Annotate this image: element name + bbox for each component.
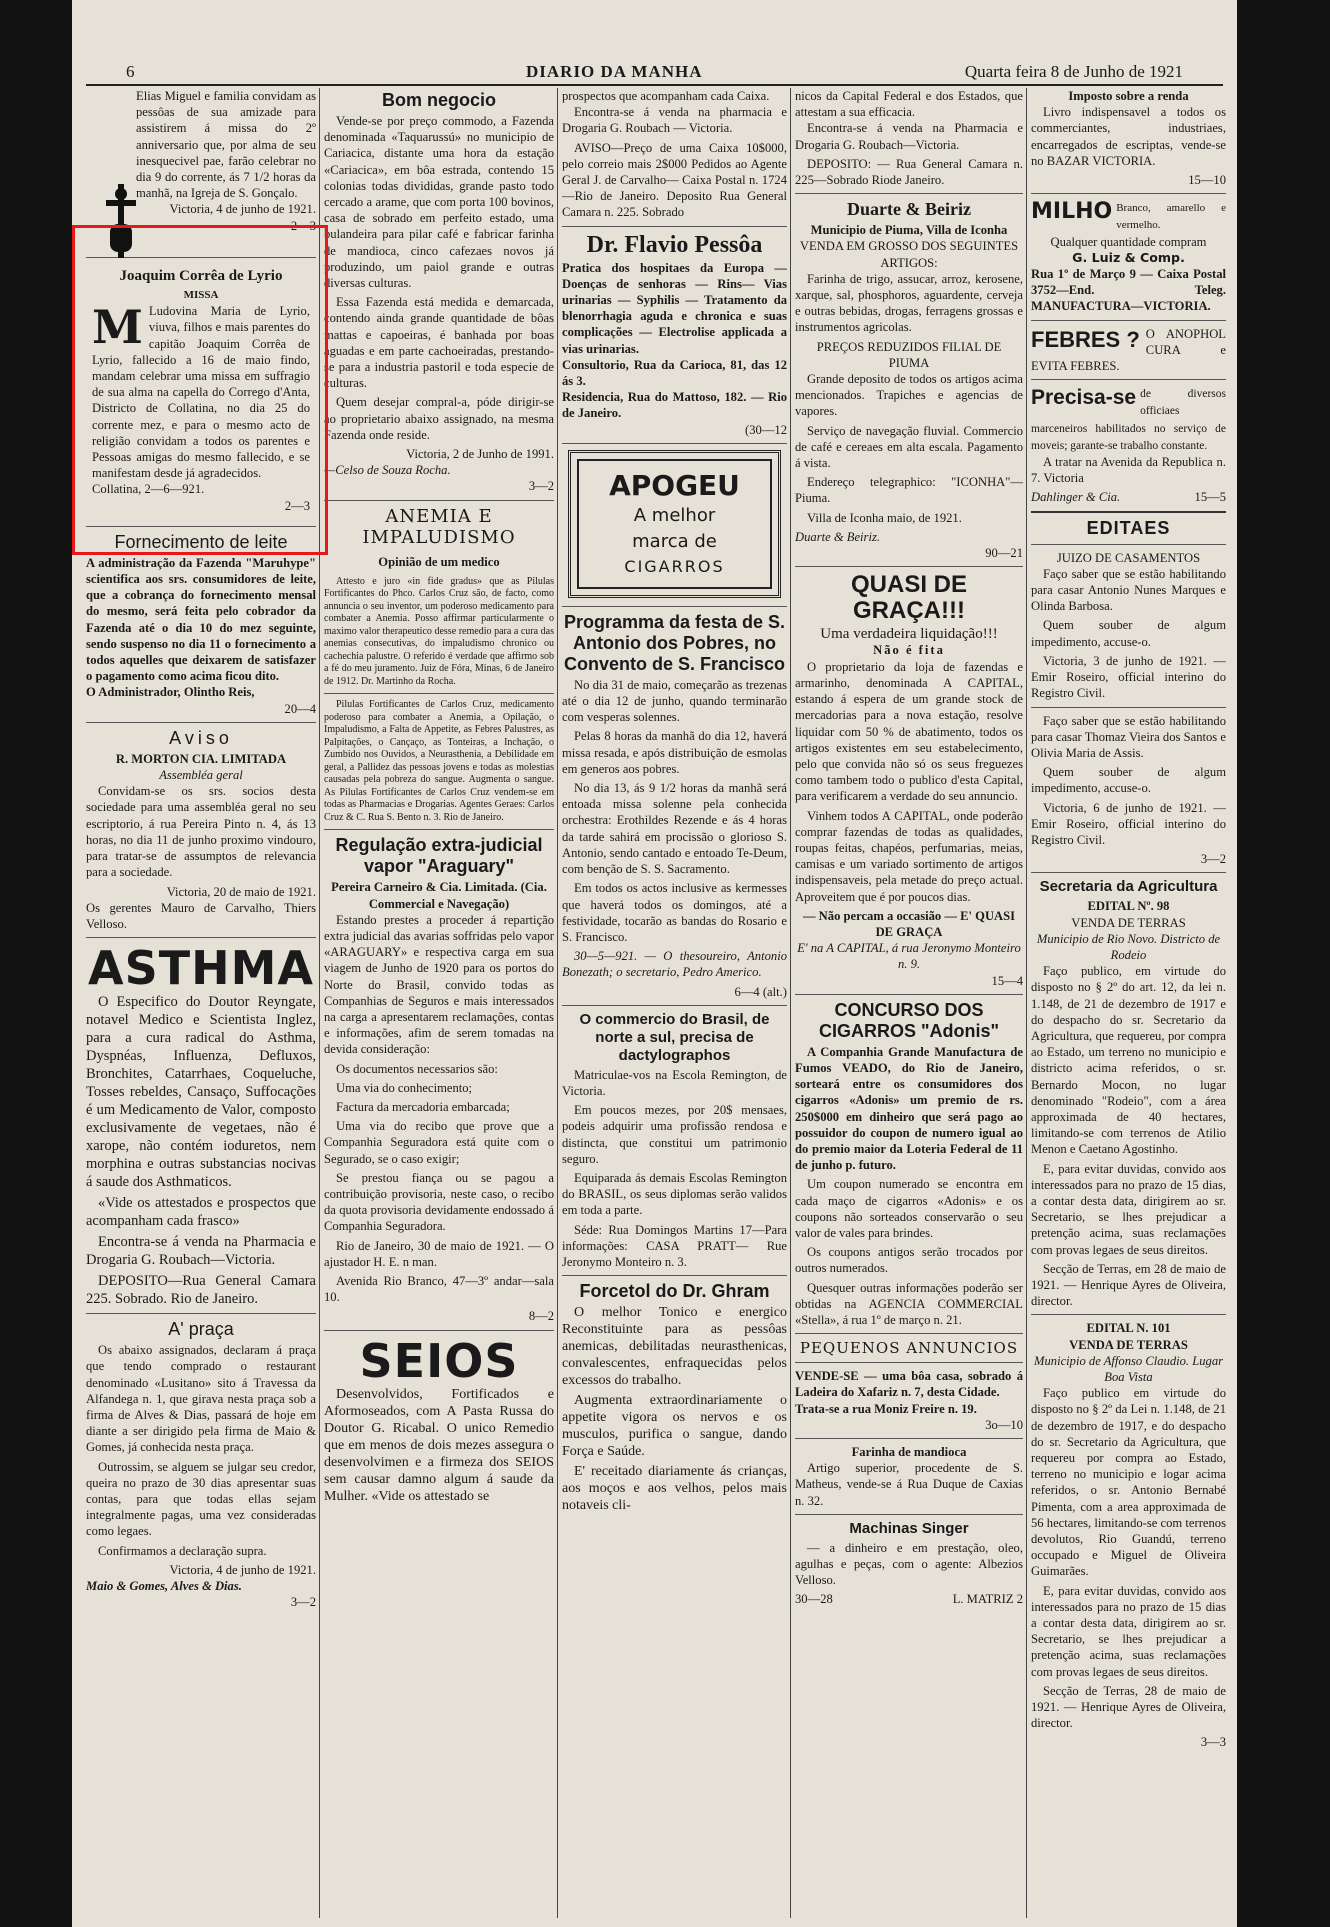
- notice-araguary: [324, 835, 554, 1324]
- ad-imposto: [1031, 88, 1226, 188]
- notice-title: Programma da festa de S. Antonio dos Pobres, no Convento de S. Francisco: [563, 611, 786, 674]
- ad-text: Grande deposito de todos os artigos acima mencionados. Trapiches e agencias de vapores.: [795, 372, 1023, 419]
- divider: [86, 722, 316, 723]
- column-rule: [790, 88, 791, 1918]
- divider: [1031, 872, 1226, 873]
- ad-text: E' na A CAPITAL, á rua Jeronymo Monteiro n. 9.: [797, 941, 1021, 972]
- edital-number: EDITAL Nº. 98: [1087, 899, 1170, 914]
- notice-text: Os abaixo assignados, declaram á praça que tendo comprado o restaurant denominado «Lusitano» sito á Travessa da Alfandega n. 1, que girava nesta praça sob a firma de Alves & Dias, passará de hoje em diante a ser dirigido pela firma de Maio & Gomes, já conhecida nesta praça.: [86, 1343, 316, 1455]
- notice-date: Rio de Janeiro, 30 de maio de 1921. — O ajustador H. E. n man.: [324, 1238, 554, 1269]
- notice-text: Faço saber que se estão habilitando para casar Thomaz Vieira dos Santos e Olivia Maria de Assis.: [1031, 713, 1226, 760]
- ad-number: 15—10: [1188, 173, 1226, 188]
- ad-forcetol: [562, 1281, 787, 1514]
- notice-subtitle: Assembléa geral: [159, 768, 243, 783]
- notice-place: Municipio de Affonso Claudio. Lugar Boa Vista: [1033, 1353, 1224, 1385]
- ad-text: Endereço telegraphico: "ICONHA"—Piuma.: [795, 475, 1023, 506]
- ad-text: A tratar na Avenida da Republica n. 7. Victoria: [1031, 455, 1226, 486]
- divider: [324, 829, 554, 830]
- ad-text: Pilulas Fortificantes de Carlos Cruz, medicamento poderoso para combater a Anemia, a Opilação, o Impaludismo, a Falta de Appetite, as Febres Palustres, as Palpitações, o Cançaço, as Tonteiras, a Inchação, o Zumbido nos Ouvidos, a Neurasthenia, a Debilidade em geral, a Pallidez das pessoas jovens e todas as molestias causadas pela pobreza do sangue. Augmenta o sangue. As Pilulas Fortificantes de Carlos Cruz vendem-se em todas as Pharmacias e Drogarias. Agentes Geraes: Carlos Cruz & C. Rua S. Bento n. 3. Rio de Janeiro.: [324, 699, 554, 823]
- divider: [1031, 1314, 1226, 1315]
- ad-text: A Companhia Grande Manufactura de Fumos VEADO, do Rio de Janeiro, sorteará entre os consumidores dos cigarros «Adonis» um premio de rs. 250$000 em dinheiro que será pago ao possuidor do coupon de numero igual ao do premio maior da Loteria Federal de 11 de junho p. futuro.: [795, 1044, 1023, 1173]
- ad-remington: [562, 1011, 787, 1270]
- edital-number: EDITAL N. 101: [1086, 1321, 1171, 1336]
- divider: [795, 1438, 1023, 1439]
- section-title: EDITAES: [1086, 517, 1171, 538]
- divider: [795, 1362, 1023, 1363]
- ad-date: Victoria, 2 de Junho de 1991.: [406, 447, 554, 462]
- notice-signature: O Administrador, Olintho Reis,: [86, 685, 255, 700]
- ad-text: Augmenta extraordinariamente o appetite vigora os nervos e os musculos, purifica o sangue, dando Força e Saúde.: [562, 1393, 787, 1460]
- notice-text: Avenida Rio Branco, 47—3º andar—sala 10.: [324, 1274, 554, 1305]
- notice-title: Aviso: [169, 727, 233, 748]
- ad-febres: [1031, 326, 1226, 375]
- notice-text: Confirmamos a declaração supra.: [98, 1543, 267, 1558]
- section-editaes: [1031, 518, 1226, 1751]
- ad-title: MILHO: [1031, 199, 1113, 225]
- ad-text: Em poucos mezes, por 20$ mensaes, podeis adquirir uma profissão rendosa e distincta, que constitui um patrimonio seguro.: [562, 1103, 787, 1166]
- ad-text: Essa Fazenda está medida e demarcada, contendo ainda grande quantidade de bôas mattas e capoeiras, é banhada por boas aguadas e em parte cachoeiradas, prestando-se para a industria pastoril e toda especie de culturas.: [324, 295, 554, 391]
- notice-text: Se prestou fiança ou se pagou a contribuição provisoria, neste caso, o recibo da quota provisoria devidamente endossado á Companhia Seguradora.: [324, 1170, 554, 1234]
- column-3: [562, 88, 787, 1918]
- notice-text: Factura da mercadoria embarcada;: [336, 1100, 510, 1115]
- notice-date: 30—5—921. — O thesoureiro, Antonio Bonezath; o secretario, Pedro Americo.: [562, 949, 787, 980]
- notice-text: E, para evitar duvidas, convido aos interessados para no prazo de 15 dias, a contar desta data, dirigirem ao sr. Secretario, se lhes prejudicar a pretenção acima, suas reclamações com provas legaes de seus direitos.: [1031, 1161, 1226, 1257]
- notice-text: Faço publico, em virtude do disposto no § 2º do art. 12, da lei n. 1.148, de 21 de dezembro de 1917 e do despacho do sr. Secretario da Agricultura, que requereu, por compra ao Estado, um terreno no municipio e districto acima referidos, o sr. Bernardo Mocon, no lugar denominado "Rodeio", com a área approximada de 40 hectares, limitando-se com terrenos de Atilio Menon e Caetano Agostinho.: [1031, 964, 1226, 1157]
- ad-number: (30—12: [745, 422, 787, 437]
- ad-continued: [795, 88, 1023, 188]
- ad-flavio-pessoa: [562, 232, 787, 438]
- ad-text: prospectos que acompanham cada Caixa.: [562, 89, 770, 103]
- ad-number: 15—4: [991, 973, 1023, 988]
- notice-text: Uma via do conhecimento;: [336, 1080, 473, 1095]
- classified-text: VENDE-SE — uma bôa casa, sobrado á Ladeira do Xafariz n. 7, desta Cidade.: [795, 1369, 1023, 1400]
- column-5: [1031, 88, 1226, 1918]
- ad-subtitle: Opinião de um medico: [378, 554, 500, 569]
- divider: [1031, 379, 1226, 380]
- notice-praca: [86, 1319, 316, 1610]
- ad-text: Matriculae-vos na Escola Remington, de Victoria.: [562, 1067, 787, 1098]
- ad-title: Imposto sobre a renda: [1068, 89, 1189, 103]
- notice-festa: [562, 612, 787, 1000]
- section-pequenos-annuncios: [795, 1339, 1023, 1607]
- notice-number: 20—4: [284, 701, 316, 716]
- notice-text: Uma via do recibo que prove que a Companhia Seguradora está quite com o Segurado, se o caso exigir;: [324, 1119, 554, 1166]
- ad-precisa-se: [1031, 385, 1226, 505]
- notice-number: 2—3: [284, 498, 310, 513]
- divider: [1031, 707, 1226, 708]
- ad-text: O Especifico do Doutor Reyngate, notavel Medico e Scientista Inglez, para a cura radical do Asthma, Dyspnéas, Influenza, Defluxos, Bronchites, Catarrhaes, Coqueluche, Tosses rebeldes, Cansaço, Suffocações é um Medicamento de Valor, composto exclusivamente de vegetaes, não é xarope, não contém ioduretos, nem morphina e outras substancias nocivas á saude dos Asthmaticos.: [86, 994, 316, 1191]
- notice-text: Estando prestes a proceder á repartição extra judicial das avarias soffridas pelo vapor «ARAGUARY» e respectiva carga em sua viagem de Junho de 1920 para os portos do Norte do Brasil, convido todas as Companhias de Seguros e mais interessados na carga a apresentarem reclamações, contas e informações, afim de serem tomadas na devida consideração:: [324, 912, 554, 1057]
- ad-text: Desenvolvidos, Fortificados e Aformoseados, com A Pasta Russa do Doutor G. Ricabal. O unico Remedio que em menos de dois mezes assegura o desenvolvimen e a firmeza dos SEIOS sem causar damno algum á saude da Mulher. «Vide os attestado se: [324, 1386, 554, 1504]
- ad-title: QUASI DE GRAÇA!!!: [850, 571, 967, 625]
- ad-apogeu: [568, 450, 781, 598]
- divider: [795, 1333, 1023, 1334]
- ad-text: «Vide os attestados e prospectos que acompanham cada frasco»: [86, 1195, 316, 1230]
- notice-title: Secretaria da Agricultura: [1039, 878, 1218, 896]
- ad-text: Qualquer quantidade compram: [1050, 234, 1207, 249]
- ad-title: Forcetol do Dr. Ghram: [579, 1281, 770, 1302]
- paper-name: DIARIO DA MANHA: [526, 62, 703, 81]
- divider: [324, 1330, 554, 1331]
- ad-signature: Duarte & Beiriz.: [795, 529, 881, 544]
- ad-text: Rua 1º de Março 9 — Caixa Postal 3752—End. Teleg. MANUFACTURA—VICTORIA.: [1031, 267, 1226, 314]
- ad-asthma: [86, 943, 316, 1308]
- column-rule: [557, 88, 558, 1918]
- notice-date: Collatina, 2—6—921.: [92, 482, 205, 497]
- column-4: [795, 88, 1023, 1918]
- ad-duarte-beiriz: [795, 199, 1023, 561]
- notice-text: No dia 13, ás 9 1/2 horas da manhã será entoada missa solenne pela conhecida orchestra: Erothildes Rezende e ás 4 horas da tarde sahirá em procissão o glorioso S. Antonio, sendo cantado e entoado Te-Deum, com benção de S. S. Sacramento.: [562, 781, 787, 877]
- ad-text: Farinha de trigo, assucar, arroz, kerosene, xarque, sal, phosphoros, aguardente, cerveja e outras bebidas, drogas, ferragens grossas e instrumentos agricolas.: [795, 271, 1023, 335]
- ad-text: Encontra-se á venda na pharmacia e Drogaria G. Roubach — Victoria.: [562, 105, 787, 136]
- ad-text: Livro indispensavel a todos os commerciantes, industriaes, encarregados de escriptas, vende-se no BAZAR VICTORIA.: [1031, 105, 1226, 168]
- notice-place: Municipio de Rio Novo. Districto de Rodeio: [1036, 931, 1221, 962]
- notice-text: Quem souber de algum impedimento, accuse-o.: [1031, 765, 1226, 796]
- notice-text: Quem souber de algum impedimento, accuse-o.: [1031, 618, 1226, 649]
- notice-date: Secção de Terras, 28 de maio de 1921. — Henrique Ayres de Oliveira, director.: [1031, 1683, 1226, 1731]
- notice-date: Victoria, 3 de junho de 1921. — Emir Roseiro, official interino do Registro Civil.: [1031, 653, 1226, 701]
- divider: [562, 1275, 787, 1276]
- notice-number: 8—2: [528, 1309, 554, 1324]
- ad-title: APOGEU: [609, 468, 740, 502]
- notice-subtitle: VENDA DE TERRAS: [1069, 1337, 1188, 1352]
- ad-text: Quem desejar compral-a, póde dirigir-se ao proprietario abaixo assignado, na mesma Fazenda onde reside.: [324, 395, 554, 442]
- ad-text: Os coupons antigos serão trocados por outros numerados.: [795, 1245, 1023, 1276]
- notice-title: A' praça: [168, 1319, 234, 1340]
- ad-text: A melhor: [633, 504, 716, 526]
- column-rule: [1026, 88, 1027, 1918]
- ad-text: DEPOSITO—Rua General Camara 225. Sobrado. Rio de Janeiro.: [86, 1273, 316, 1308]
- section-title: PEQUENOS ANNUNCIOS: [799, 1339, 1019, 1358]
- ad-text: Vende-se por preço commodo, a Fazenda denominada «Taquarussú» no municipio de Cariacica, distante uma hora da estação «Cariacica», em bôa estrada, contendo 15 colonias todas divididas, grande pasto todo cercado a arame, que com porta 100 bovinos, casa de sobrado em perfeito estado, uma bulandeira para pilar café e fabricar farinha de mandioca, cinco cafezaes novos já produzindo, um paiol grande e outras diversas culturas.: [324, 114, 554, 291]
- ad-number: 3—2: [528, 479, 554, 494]
- notice-subtitle: MISSA: [183, 289, 219, 301]
- ad-text: Vinhem todos A CAPITAL, onde poderão comprar fazendas de todas as qualidades, roupas feitas, chapéos, perfumarias, meias, camisas e um variado sortimento de artigos indispensaveis, pela metade do preço actual. Aproveitem que é por poucos dias.: [795, 808, 1023, 904]
- classified-number: 30—28: [795, 1592, 833, 1607]
- ad-title: Precisa-se: [1031, 386, 1137, 410]
- ad-text: Encontra-se á venda na Pharmacia e Drogaria G. Roubach—Victoria.: [795, 121, 1023, 152]
- notice-date: Secção de Terras, em 28 de maio de 1921. — Henrique Ayres de Oliveira, director.: [1031, 1261, 1226, 1309]
- ad-text: Residencia, Rua do Mattoso, 182. — Rio de Janeiro.: [562, 390, 787, 421]
- notice-text: Em todos os actos inclusive as kermesses que haverá todos os domingos, até a festividade, tocarão as bandas do Rosario e S. Francisco.: [562, 881, 787, 944]
- notice-title: Fornecimento de leite: [114, 531, 288, 552]
- divider: [1031, 511, 1226, 513]
- divider: [324, 500, 554, 501]
- notice-number: 3—2: [290, 1595, 316, 1610]
- ad-title: SEIOS: [359, 1333, 519, 1388]
- notice-text: Ludovina Maria de Lyrio, viuva, filhos e mais parentes do capitão Joaquim Corrêa de Lyrio, fallecido a 16 de maio findo, mandam celebrar uma missa em suffragio de sua alma na capella do Corrego d'Anta, Districto de Collatina, no dia 25 do corrente mez, e para o mesmo acto de religião convidam a todos os parentes e Pessoas amigas do mesmo fallecido, e se manifestam desde já agradecidos.: [92, 304, 310, 481]
- classified-title: Farinha de mandioca: [851, 1445, 967, 1460]
- notice-text: Os documentos necessarios são:: [336, 1061, 498, 1076]
- ad-heading: PREÇOS REDUZIDOS FILIAL DE PIUMA: [816, 339, 1002, 370]
- notice-signature: Os gerentes Mauro de Carvalho, Thiers Velloso.: [86, 900, 316, 931]
- divider: [562, 226, 787, 227]
- notice-date: Victoria, 20 de maio de 1921.: [166, 884, 316, 899]
- divider: [1031, 193, 1226, 194]
- ad-number: 15—5: [1194, 490, 1226, 505]
- page-header: [86, 60, 1223, 86]
- notice-date: Victoria, 6 de junho de 1921. — Emir Roseiro, official interino do Registro Civil.: [1031, 800, 1226, 847]
- notice-text: Convidam-se os srs. socios desta sociedade para uma assembléa geral no seu escriptorio, á rua Pereira Pinto n. 4, ás 13 horas, no dia 11 de junho proximo vindouro, para tratar-se de assumptos de relevancia para a sociedade.: [86, 784, 316, 880]
- ad-text: DEPOSITO: — Rua General Camara n. 225—Sobrado Riode Janeiro.: [795, 156, 1023, 188]
- ad-seios: [324, 1333, 554, 1505]
- classified-number: 3o—10: [985, 1417, 1023, 1432]
- ad-text: nicos da Capital Federal e dos Estados, que attestam a sua efficacia.: [795, 89, 1023, 120]
- ad-title: CONCURSO DOS CIGARROS "Adonis": [818, 999, 1000, 1041]
- ad-text: Séde: Rua Domingos Martins 17—Para informações: CASA PRATT— Rue Jeronymo Monteiro n. 3.: [562, 1222, 787, 1269]
- ad-number: 90—21: [985, 546, 1023, 561]
- highlight-box: [72, 225, 328, 555]
- notice-aviso: [86, 728, 316, 932]
- ad-milho: [1031, 199, 1226, 314]
- notice-date: Victoria, 4 de junho de 1921.: [169, 202, 316, 217]
- notice-text: No dia 31 de maio, começarão as trezenas até o dia 12 de junho, quando terminarão com vesperas solennes.: [562, 677, 787, 725]
- notice-leite: [86, 532, 316, 717]
- classified-address: L. MATRIZ 2: [952, 1592, 1023, 1607]
- divider: [795, 193, 1023, 194]
- ad-subtitle: Não é fita: [873, 643, 945, 658]
- ad-title: Dr. Flavio Pessôa: [586, 231, 763, 258]
- ad-company: G. Luiz & Comp.: [1072, 249, 1185, 265]
- ad-title: ASTHMA: [88, 941, 314, 996]
- ad-text: E' receitado diariamente ás crianças, aos moços e aos velhos, pelos mais notaveis cli-: [562, 1464, 787, 1514]
- ad-text: Attesto e juro «in fide gradus» que as Pilulas Fortificantes do Phco. Carlos Cruz são, de facto, como annuncia o seu inventor, um poderoso medicamento para combater a Anemia. Posso affirmar particularmente o maximo valor therapeutico desse remedio para a cura das anemias consecutivas, do impaludismo chronico ou cachechia palustre. O referido é verdade que affirmo sob a fé do meu juramento. Juiz de Fóra, Minas, 6 de Janeiro de 1912. Dr. Martinho da Rocha.: [324, 575, 554, 687]
- ad-title: O commercio do Brasil, de norte a sul, precisa de dactylographos: [579, 1010, 770, 1064]
- ad-text: de diversos officiaes marceneiros habilitados no serviço de moveis; garante-se trabalho constante.: [1031, 388, 1226, 452]
- divider: [1031, 320, 1226, 321]
- ad-text: CIGARROS: [624, 556, 725, 576]
- notice-text: Outrossim, se alguem se julgar seu credor, queira no prazo de 30 dias apresentar suas contas, para que todas ellas sejam integralmente pagas, uma vez consideradas como legaes.: [86, 1459, 316, 1539]
- notice-text: A administração da Fazenda "Maruhype" scientifica aos srs. consumidores de leite, que a cobrança do fornecimento mensal do mesmo, será feita pelo cobrador da Fazenda até o dia 10 do mez seguinte, sendo suspenso no dia 11 o fornecimento a todos aquelles que deixarem de satisfazer o pagamento como acima ficou dito.: [86, 555, 316, 684]
- column-2: [324, 88, 554, 1918]
- notice-number: 3—3: [1200, 1735, 1226, 1750]
- classified-text: Trata-se a rua Moniz Freire n. 19.: [795, 1401, 977, 1416]
- notice-number: 3—2: [1200, 852, 1226, 867]
- page-number: 6: [126, 62, 135, 81]
- notice-text: Faço publico em virtude do disposto no § 2º da Lei n. 1.148, de 21 de dezembro de 1917, e do despacho do sr. Secretario da Agricultura, que requereu por compra ao Estado, terreno no municipio e logar acima referidos, o sr. Antonio Bernabé Pimenta, com a area approximada de 56 hectares, limitando-se com terrenos devolutos, Rio Guandú, terreno occupado e Miguel de Oliveira Guimarães.: [1031, 1386, 1226, 1579]
- ad-date: Villa de Iconha maio, de 1921.: [807, 510, 962, 525]
- ad-text: — Não percam a occasião — E' QUASI DE GRAÇA: [802, 908, 1016, 939]
- ad-title: Duarte & Beiriz: [847, 199, 971, 220]
- ad-text: Serviço de navegação fluvial. Commercio de café e cereaes em alta escala. Pagamento á vista.: [795, 423, 1023, 471]
- notice-text: Pelas 8 horas da manhã do dia 12, haverá missa resada, e após distribuição de esmolas em generos aos pobres.: [562, 729, 787, 776]
- ad-heading: VENDA EM GROSSO DOS SEGUINTES ARTIGOS:: [799, 239, 1019, 270]
- ad-text: Encontra-se á venda na Pharmacia e Drogaria G. Roubach—Victoria.: [86, 1234, 316, 1269]
- notice-text: Elias Miguel e familia convidam as pessôas de sua amizade para assistirem á missa do 2º anniversario que, por alma de seu inesquecivel pae, farão celebrar no dia 9 do corrente, ás 7 1/2 horas da manhã, na Igreja de S. Gonçalo.: [136, 89, 316, 201]
- divider: [562, 606, 787, 607]
- notice-company: R. MORTON CIA. LIMITADA: [115, 751, 287, 766]
- ad-continued: [562, 88, 787, 221]
- ad-text: Branco, amarello e vermelho.: [1116, 202, 1226, 232]
- classified-title: Machinas Singer: [849, 1519, 969, 1537]
- ad-text: Quesquer outras informações poderão ser obtidas na AGENCIA COMMERCIAL «Stella», á rua 1º de março n. 21.: [795, 1280, 1023, 1327]
- notice-number: 2—3: [290, 218, 316, 233]
- ad-signature: —Celso de Souza Rocha.: [324, 463, 451, 478]
- ad-text: Equiparada ás demais Escolas Remington do BRASIL, os seus diplomas serão validos em toda a parte.: [562, 1170, 787, 1218]
- ad-text: Consultorio, Rua da Carioca, 81, das 12 ás 3.: [562, 357, 787, 389]
- ad-text: Pratica dos hospitaes da Europa — Doenças de senhoras — Rins— Vias urinarias — Syphilis — Tratamento da blenorrhagia aguda e chronica e suas complicações — Electrolise applicada a vias urinarias.: [562, 260, 787, 356]
- ad-text: O melhor Tonico e energico Reconstituinte para as pessôas anemicas, debilitadas neurasthenicas, convalescentes, enfraquecidas pelos excessos do trabalho.: [562, 1305, 787, 1389]
- ad-bom-negocio: [324, 90, 554, 495]
- notice-text: E, para evitar duvidas, convido aos interessados para no prazo de 15 dias a contar desta data, dirigirem ao sr. Secretario, se lhes prejudicar a pretenção acima, suas reclamações com provas legaes de seus direitos.: [1031, 1583, 1226, 1679]
- classified-text: Artigo superior, procedente de S. Matheus, vende-se á Rua Duque de Caxias n. 32.: [795, 1461, 1023, 1508]
- ad-quasi-de-graca: [795, 572, 1023, 988]
- divider: [86, 1313, 316, 1314]
- ad-subtitle: Uma verdadeira liquidação!!!: [820, 626, 998, 643]
- notice-title: Regulação extra-judicial vapor "Araguary": [335, 835, 543, 877]
- ad-text: O ANOPHOL CURA e EVITA FEBRES.: [1031, 326, 1226, 374]
- ad-signature: Dahlinger & Cia.: [1031, 490, 1121, 505]
- ad-text: AVISO—Preço de uma Caixa 10$000, pelo correio mais 2$000 Pedidos ao Agente Geral J. de Carvalho— Caixa Postal n. 1724—Rio de Janeiro. Deposito Rua General Camara n. 225. Sobrado: [562, 140, 787, 220]
- ad-title: ANEMIA E IMPALUDISMO: [362, 505, 516, 548]
- ad-concurso: [795, 1000, 1023, 1328]
- notice-date: Victoria, 4 de junho de 1921.: [169, 1562, 316, 1577]
- divider: [795, 566, 1023, 567]
- ad-subtitle: Municipio de Piuma, Villa de Iconha: [810, 223, 1008, 238]
- divider: [324, 693, 554, 694]
- drop-cap: M: [92, 300, 143, 355]
- notice-subtitle: VENDA DE TERRAS: [1071, 915, 1186, 930]
- divider: [795, 1514, 1023, 1515]
- ad-text: marca de: [632, 530, 717, 552]
- notice-title: JUIZO DE CASAMENTOS: [1056, 550, 1201, 565]
- issue-date: Quarta feira 8 de Junho de 1921: [964, 62, 1183, 81]
- divider: [1031, 544, 1226, 545]
- notice-company: Pereira Carneiro & Cia. Limitada. (Cia. Commercial e Navegação): [331, 880, 547, 911]
- ad-anemia: [324, 506, 554, 825]
- ad-text: O proprietario da loja de fazendas e armarinho, denominada A CAPITAL, estando á espera de um grande stock de mercadorias para a nova estação, resolve liquidar com 50 % de abatimento, todos os artigos existentes em seu estabelecimento, pelo que convida não só os seus freguezes como tambem todo o publico d'esta Capital, para verificarem a verdade do seu annuncio.: [795, 659, 1023, 804]
- notice-text: Faço saber que se estão habilitando para casar Antonio Nunes Marques e Olinda Barbosa.: [1031, 566, 1226, 614]
- divider: [562, 443, 787, 444]
- notice-signature: Maio & Gomes, Alves & Dias.: [86, 1578, 242, 1593]
- ad-text: Um coupon numerado se encontra em cada maço de cigarros «Adonis» e os coupons não sorteados conservarão o seu valor de vales para brindes.: [795, 1177, 1023, 1240]
- notice-number: 6—4 (alt.): [734, 984, 787, 999]
- divider: [562, 1005, 787, 1006]
- ad-title: Bom negocio: [381, 90, 496, 110]
- divider: [86, 937, 316, 938]
- notice-title: Joaquim Corrêa de Lyrio: [119, 268, 283, 284]
- divider: [795, 994, 1023, 995]
- ad-title: FEBRES ?: [1031, 326, 1140, 352]
- classified-text: — a dinheiro e em prestação, oleo, agulhas e peças, com o agente: Albezios Velloso.: [795, 1540, 1023, 1588]
